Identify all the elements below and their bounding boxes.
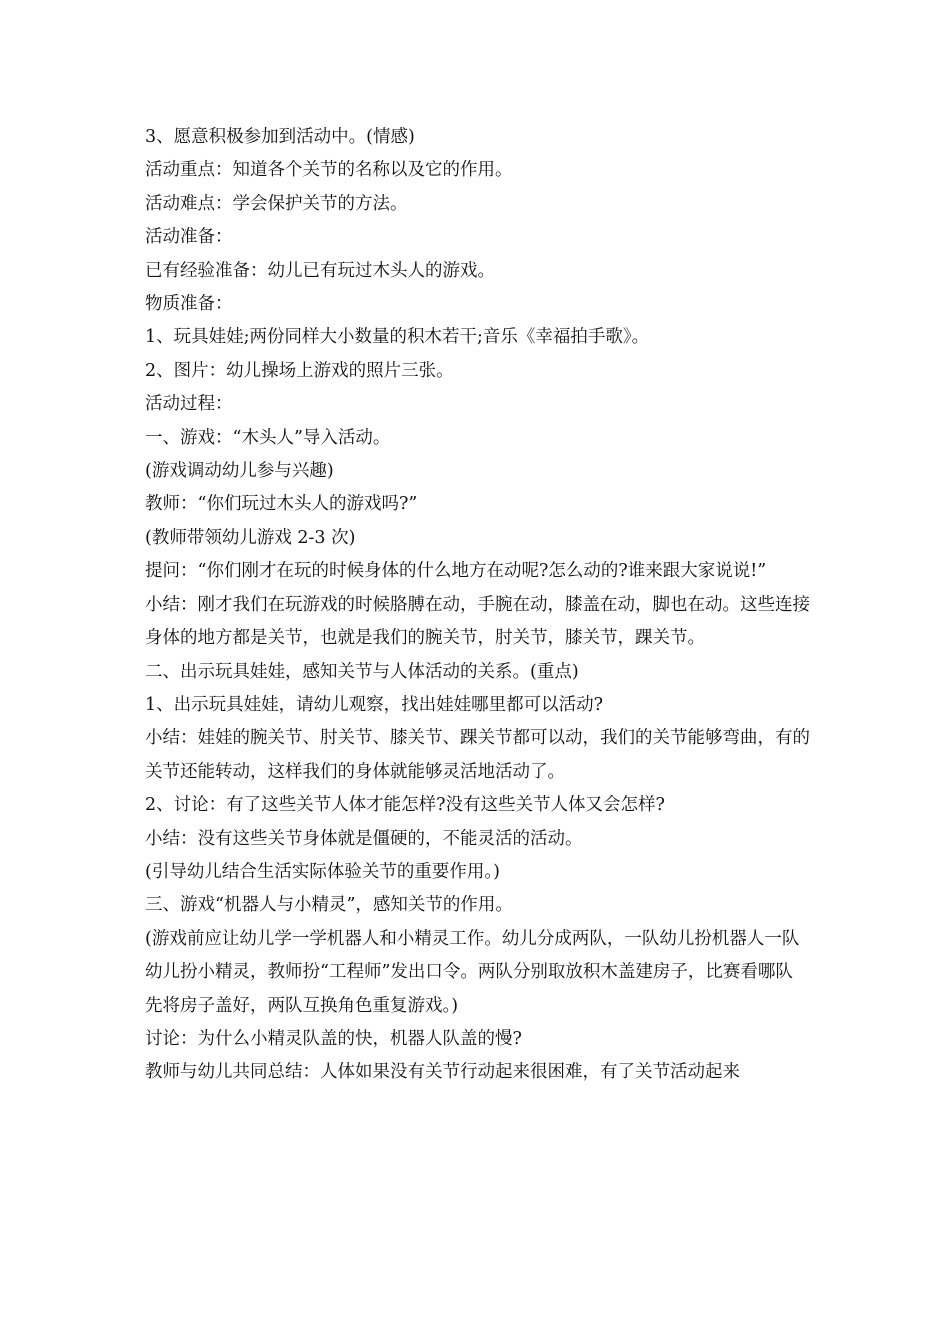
paragraph-step-1-note: (游戏调动幼儿参与兴趣) (145, 461, 334, 482)
paragraph-step-2-item-2: 2、讨论：有了这些关节人体才能怎样?没有这些关节人体又会怎样? (145, 795, 665, 816)
paragraph-guide-note: (引导幼儿结合生活实际体验关节的重要作用。) (145, 861, 500, 882)
paragraph-question: 提问：“你们刚才在玩的时候身体的什么地方在动呢?怎么动的?谁来跟大家说说!” (145, 561, 767, 582)
paragraph-teacher-question: 教师：“你们玩过木头人的游戏吗?” (145, 494, 418, 515)
paragraph-preparation-heading: 活动准备： (145, 227, 233, 248)
paragraph-step-2: 二、出示玩具娃娃，感知关节与人体活动的关系。(重点) (145, 661, 579, 682)
paragraph-difficulty: 活动难点：学会保护关节的方法。 (145, 193, 408, 214)
paragraph-summary-1: 小结：刚才我们在玩游戏的时候胳膊在动，手腕在动，膝盖在动，脚也在动。这些连接身体的地方都是关节，也就是我们的腕关节，肘关节，膝关节，踝关节。 (145, 594, 810, 649)
paragraph-step-1: 一、游戏：“木头人”导入活动。 (145, 427, 391, 448)
paragraph-step-3: 三、游戏“机器人与小精灵”，感知关节的作用。 (145, 895, 513, 916)
paragraph-experience-prep: 已有经验准备：幼儿已有玩过木头人的游戏。 (145, 260, 495, 281)
paragraph-process-heading: 活动过程： (145, 394, 233, 415)
paragraph-key-point: 活动重点：知道各个关节的名称以及它的作用。 (145, 160, 513, 181)
paragraph-game-description: (游戏前应让幼儿学一学机器人和小精灵工作。幼儿分成两队，一队幼儿扮机器人一队幼儿扮小精灵，教师扮“工程师”发出口令。两队分别取放积木盖建房子，比赛看哪队先将房子盖好，两队互换角色重复游戏。) (145, 928, 800, 1016)
paragraph-goal-3: 3、愿意积极参加到活动中。(情感) (145, 127, 415, 147)
paragraph-material-2: 2、图片：幼儿操场上游戏的照片三张。 (145, 360, 454, 381)
paragraph-material-prep-heading: 物质准备： (145, 294, 233, 315)
paragraph-material-1: 1、玩具娃娃;两份同样大小数量的积木若干;音乐《幸福拍手歌》。 (145, 327, 650, 348)
paragraph-conclusion: 教师与幼儿共同总结：人体如果没有关节行动起来很困难，有了关节活动起来 (145, 1062, 740, 1083)
paragraph-summary-3: 小结：没有这些关节身体就是僵硬的，不能灵活的活动。 (145, 828, 583, 849)
paragraph-teacher-lead: (教师带领幼儿游戏 2-3 次) (145, 527, 356, 548)
paragraph-summary-2: 小结：娃娃的腕关节、肘关节、膝关节、踝关节都可以动，我们的关节能够弯曲，有的关节还能转动，这样我们的身体就能够灵活地活动了。 (145, 728, 810, 782)
paragraph-step-2-item-1: 1、出示玩具娃娃，请幼儿观察，找出娃娃哪里都可以活动? (145, 694, 604, 715)
document-body (145, 121, 810, 1090)
paragraph-discussion: 讨论：为什么小精灵队盖的快，机器人队盖的慢? (145, 1028, 522, 1049)
